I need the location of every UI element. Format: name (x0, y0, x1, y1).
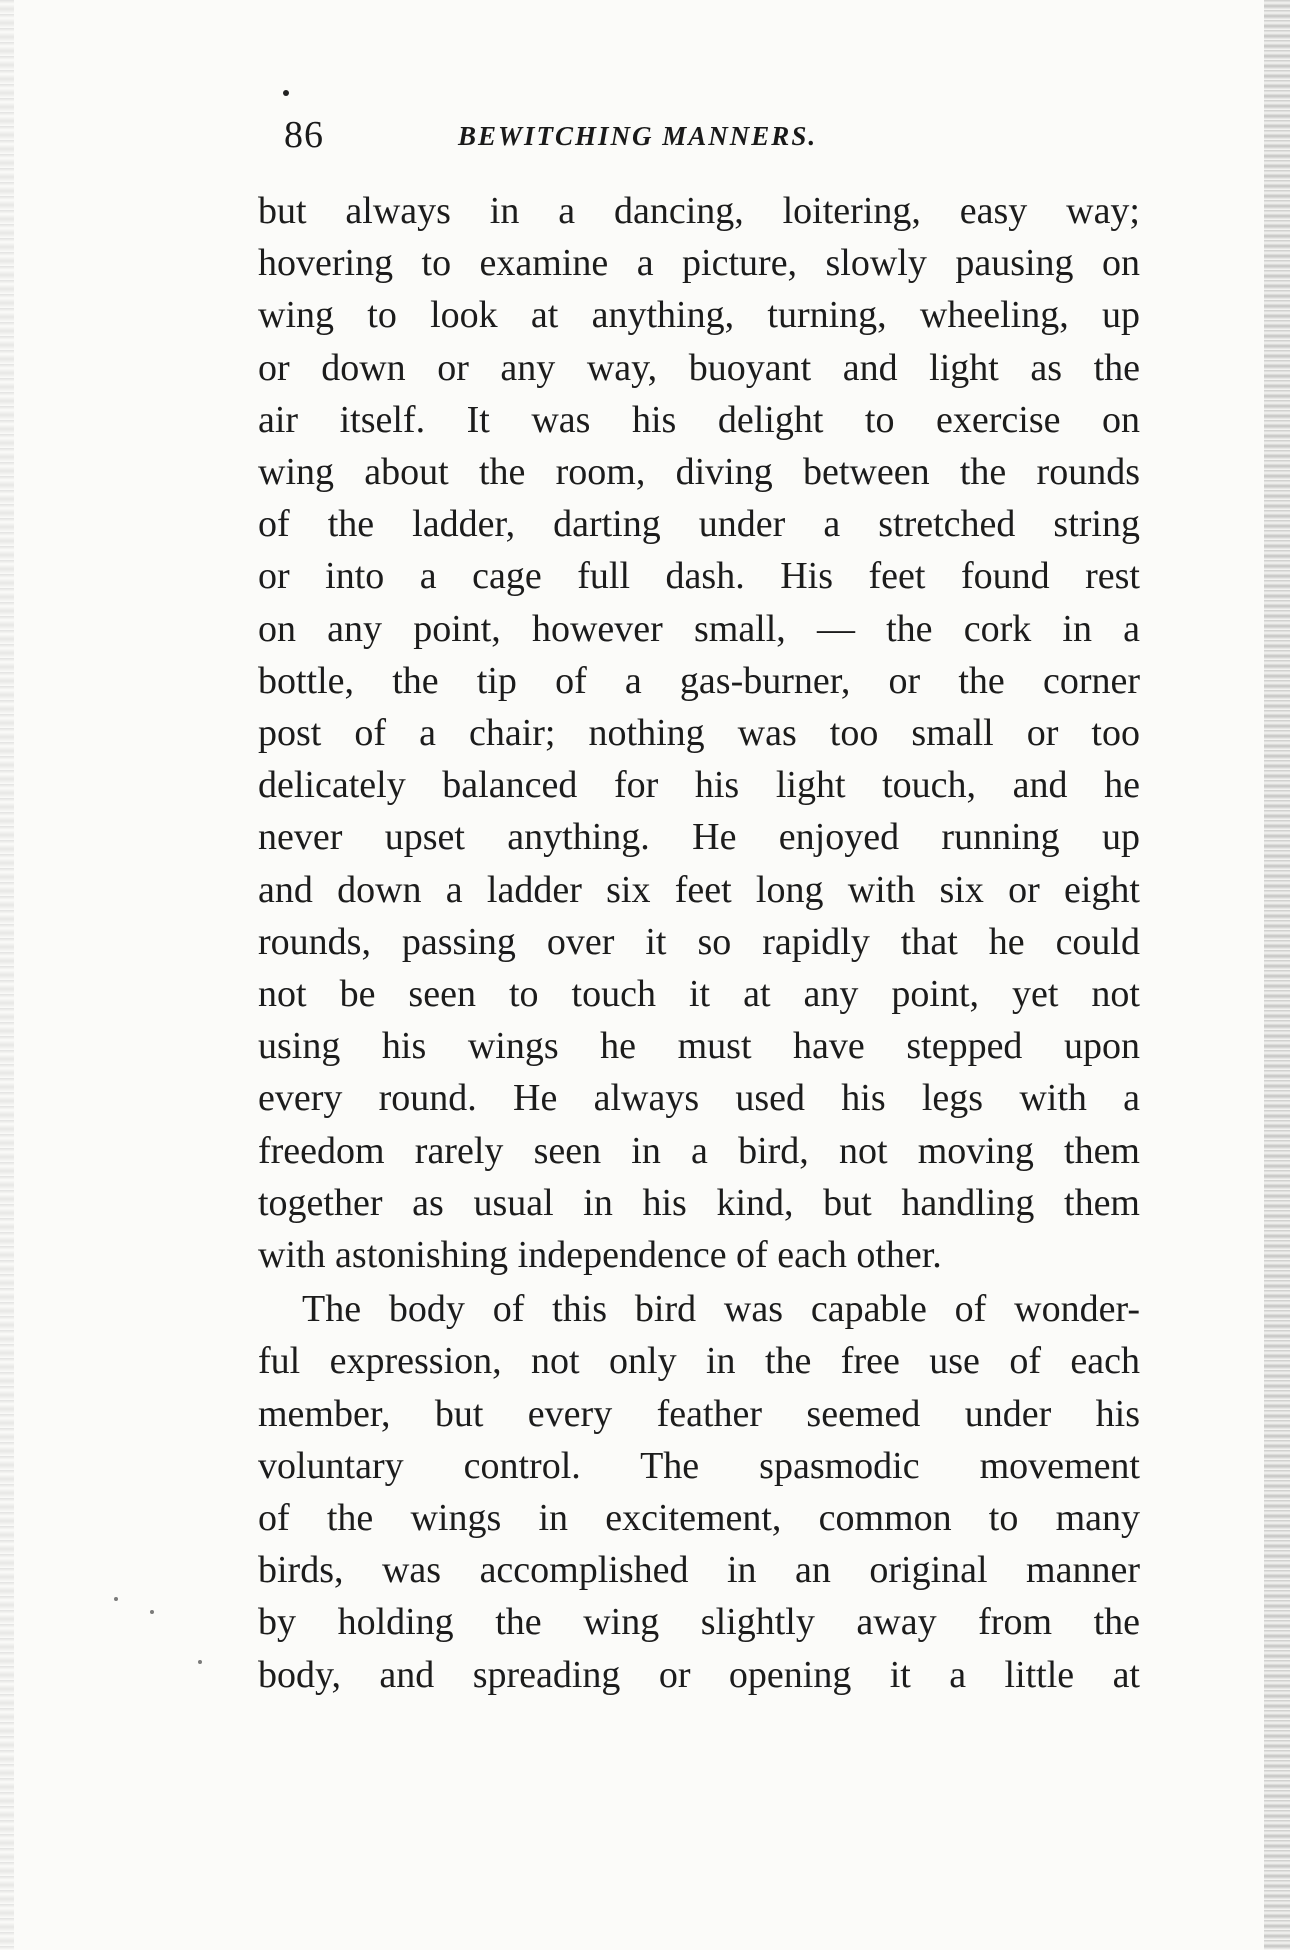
text-line: of the ladder, darting under a stretched string (258, 503, 1140, 546)
text-line: using his wings he must have stepped upon (258, 1025, 1140, 1068)
text-line: or into a cage full dash. His feet found rest (258, 555, 1140, 598)
print-speck (198, 1660, 202, 1664)
text-line: air itself. It was his delight to exercise on (258, 398, 1140, 441)
page-header (272, 105, 932, 165)
text-line: of the wings in excitement, common to many (258, 1497, 1140, 1540)
print-speck (114, 1597, 118, 1601)
print-speck (150, 1610, 154, 1614)
text-line: or down or any way, buoyant and light as the (258, 346, 1140, 389)
text-line: with astonishing independence of each other. (258, 1234, 942, 1277)
text-line: every round. He always used his legs with a (258, 1077, 1140, 1120)
text-line: rounds, passing over it so rapidly that he could (258, 920, 1140, 963)
text-line: but always in a dancing, loitering, easy way; (258, 190, 1140, 232)
scan-edge-right (1264, 0, 1290, 1950)
print-dot-mark (283, 90, 289, 96)
text-line: delicately balanced for his light touch, and he (258, 764, 1140, 807)
text-line: birds, was accomplished in an original manner (258, 1549, 1140, 1592)
text-line: bottle, the tip of a gas-burner, or the corner (258, 659, 1140, 702)
page-number: 86 (284, 114, 324, 156)
scan-edge-left (0, 0, 14, 1950)
text-line: by holding the wing slightly away from the (258, 1601, 1140, 1644)
text-line: and down a ladder six feet long with six or eight (258, 868, 1140, 911)
text-line: on any point, however small, — the cork in a (258, 607, 1140, 650)
text-line: post of a chair; nothing was too small or too (258, 712, 1140, 755)
text-line: body, and spreading or opening it a little at (258, 1653, 1140, 1696)
text-line: voluntary control. The spasmodic movement (258, 1444, 1140, 1487)
text-line: hovering to examine a picture, slowly pausing on (258, 242, 1140, 285)
text-line: freedom rarely seen in a bird, not moving them (258, 1129, 1140, 1172)
paragraph-2 (258, 1283, 1140, 1701)
paragraph-1 (258, 185, 1140, 1281)
running-head: BEWITCHING MANNERS. (458, 121, 818, 151)
text-line: not be seen to touch it at any point, yet not (258, 973, 1140, 1016)
text-line: The body of this bird was capable of wonder- (302, 1288, 1140, 1331)
text-line: together as usual in his kind, but handling them (258, 1181, 1140, 1224)
text-line: never upset anything. He enjoyed running up (258, 816, 1140, 859)
text-line: member, but every feather seemed under his (258, 1392, 1140, 1435)
body-text (258, 185, 1140, 1701)
text-line: wing about the room, diving between the rounds (258, 451, 1140, 494)
text-line: ful expression, not only in the free use of each (258, 1340, 1140, 1383)
text-line: wing to look at anything, turning, wheeling, up (258, 294, 1140, 337)
